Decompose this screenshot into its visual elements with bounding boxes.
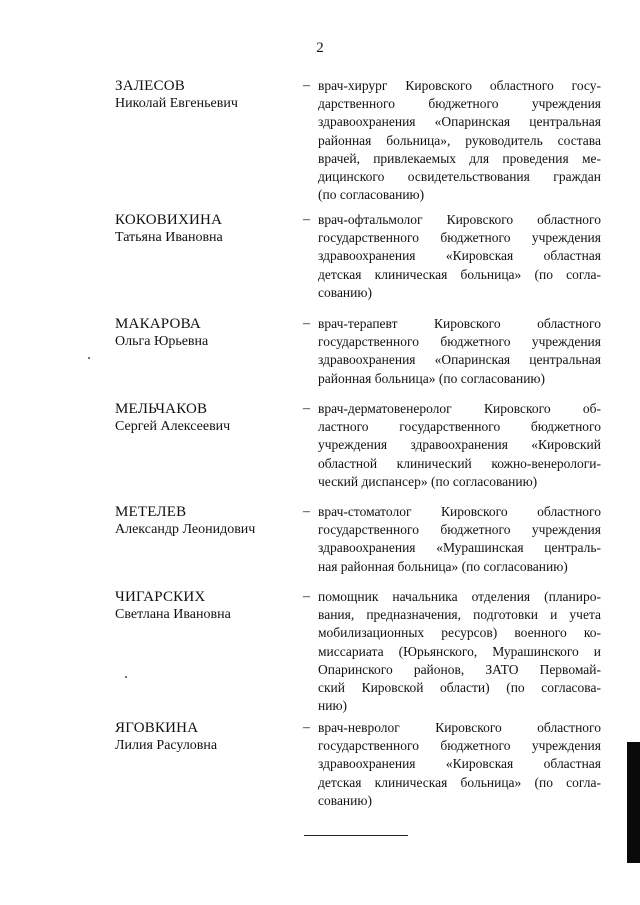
description-line: детская клиническая больница» (по согла- <box>318 774 601 790</box>
description-line: учреждения здравоохранения «Кировский <box>318 437 601 453</box>
description-line: государственного бюджетного учреждения <box>318 230 601 246</box>
member-role-description <box>318 588 601 715</box>
description-line: районная больница», руководитель состава <box>318 132 601 148</box>
description-line: здравоохранения «Мурашинская централь- <box>318 540 601 556</box>
entry-dash: – <box>303 401 310 416</box>
description-line: государственного бюджетного учреждения <box>318 334 601 350</box>
description-line: здравоохранения «Кировская областная <box>318 248 601 264</box>
member-surname: КОКОВИХИНА <box>115 212 223 228</box>
scan-edge-mark <box>627 742 640 863</box>
description-line: врач-дерматовенеролог Кировского об- <box>318 401 601 416</box>
description-line: ластного государственного бюджетного <box>318 419 601 435</box>
entry-dash: – <box>303 78 310 93</box>
description-line: Опаринского районов, ЗАТО Первомай- <box>318 661 601 677</box>
member-surname: ЧИГАРСКИХ <box>115 589 206 605</box>
description-line: районная больница» (по согласованию) <box>318 370 545 386</box>
entry-dash: – <box>303 720 310 735</box>
member-role-description <box>318 503 601 576</box>
member-surname: ЯГОВКИНА <box>115 720 199 736</box>
description-line: врач-терапевт Кировского областного <box>318 316 601 331</box>
description-line: ческий диспансер» (по согласованию) <box>318 473 538 489</box>
description-line: государственного бюджетного учреждения <box>318 522 601 538</box>
member-given-names: Татьяна Ивановна <box>115 230 223 245</box>
entry-dash: – <box>303 316 310 331</box>
entry-dash: – <box>303 504 310 519</box>
member-given-names: Николай Евгеньевич <box>115 96 238 111</box>
member-given-names: Светлана Ивановна <box>115 607 231 622</box>
description-line: областной клинический кожно-венерологи- <box>318 455 601 471</box>
member-surname: ЗАЛЕСОВ <box>115 78 185 94</box>
description-line: врач-невролог Кировского областного <box>318 720 601 735</box>
description-line: врач-хирург Кировского областного госу- <box>318 78 601 93</box>
end-of-list-rule <box>304 835 408 836</box>
description-line: детская клиническая больница» (по согла- <box>318 266 601 282</box>
member-given-names: Александр Леонидович <box>115 522 256 537</box>
description-line: дицинского освидетельствования граждан <box>318 169 601 185</box>
description-line: ная районная больница» (по согласованию) <box>318 558 568 574</box>
scan-speck <box>125 676 127 678</box>
member-surname: МЕЛЬЧАКОВ <box>115 401 208 417</box>
description-line: врачей, привлекаемых для проведения ме- <box>318 150 601 166</box>
entry-dash: – <box>303 589 310 604</box>
description-line: помощник начальника отделения (планиро- <box>318 589 601 604</box>
member-role-description <box>318 315 601 388</box>
member-role-description <box>318 400 601 491</box>
description-line: сованию) <box>318 284 372 300</box>
description-line: (по согласованию) <box>318 187 425 203</box>
description-line: сованию) <box>318 792 372 808</box>
entry-dash: – <box>303 212 310 227</box>
member-role-description <box>318 211 601 302</box>
member-surname: МЕТЕЛЕВ <box>115 504 187 520</box>
member-given-names: Лилия Расуловна <box>115 738 218 753</box>
description-line: здравоохранения «Опаринская центральная <box>318 352 601 368</box>
member-role-description <box>318 77 601 204</box>
member-given-names: Ольга Юрьевна <box>115 334 209 349</box>
description-line: государственного бюджетного учреждения <box>318 738 601 754</box>
description-line: вания, предназначения, подготовки и учета <box>318 607 601 623</box>
page-number: 2 <box>316 40 324 56</box>
scan-speck <box>88 357 90 359</box>
description-line: миссариата (Юрьянского, Мурашинского и <box>318 643 601 659</box>
description-line: врач-офтальмолог Кировского областного <box>318 212 601 227</box>
description-line: нию) <box>318 698 348 714</box>
description-line: ский Кировской области) (по согласова- <box>318 680 601 696</box>
description-line: врач-стоматолог Кировского областного <box>318 504 601 519</box>
description-line: здравоохранения «Кировская областная <box>318 756 601 772</box>
description-line: мобилизационных ресурсов) военного ко- <box>318 625 601 641</box>
description-line: здравоохранения «Опаринская центральная <box>318 114 601 130</box>
member-surname: МАКАРОВА <box>115 316 201 332</box>
description-line: дарственного бюджетного учреждения <box>318 96 601 112</box>
member-role-description <box>318 719 601 810</box>
member-given-names: Сергей Алексеевич <box>115 419 231 434</box>
